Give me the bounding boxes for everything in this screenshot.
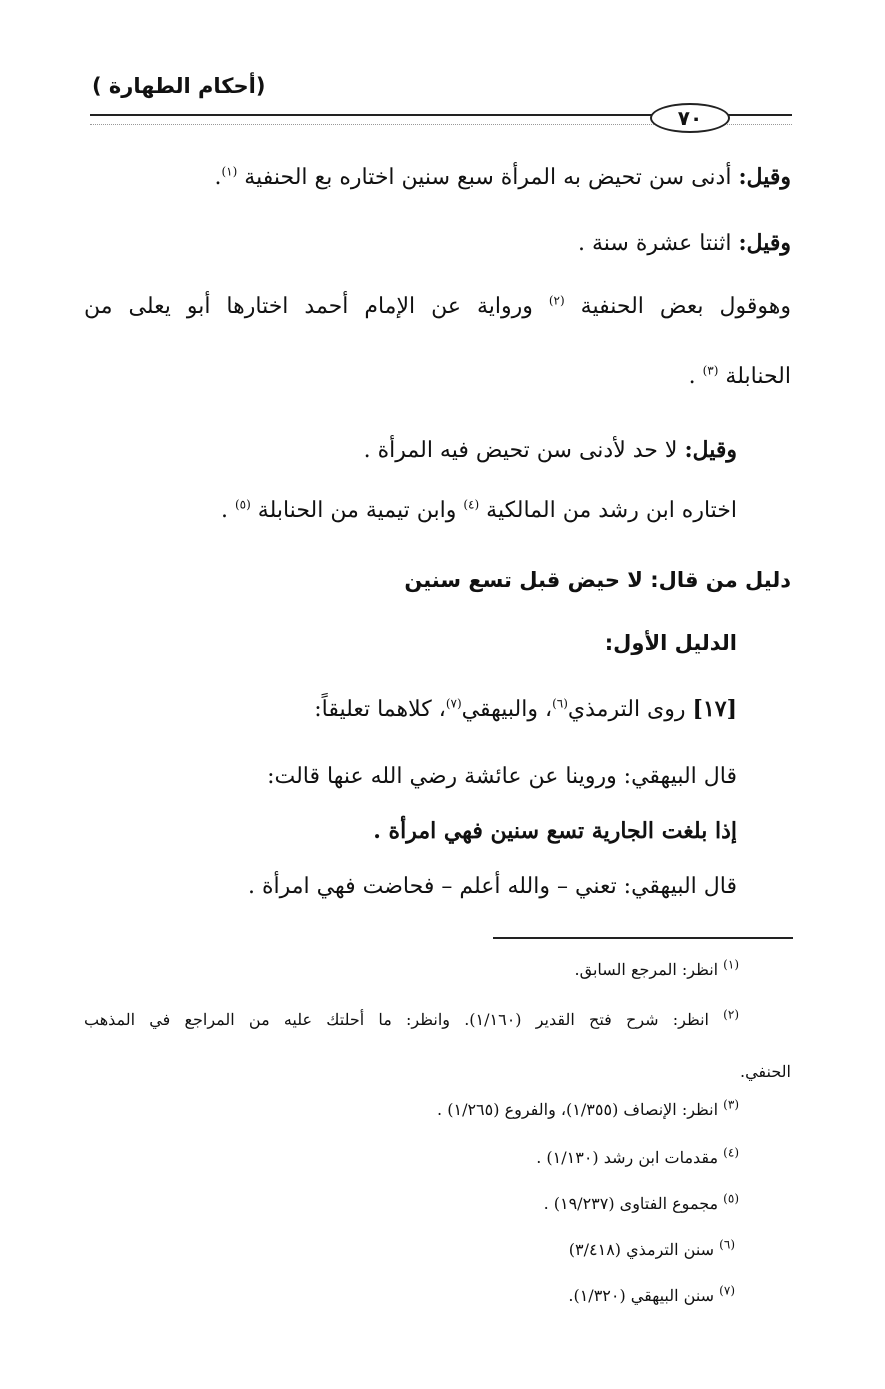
footnote-1: $^{(١)}$ انظر: المرجع السابق. — [574, 957, 739, 979]
body-line-9: [١٧] روى الترمذي$^{(٦)}$، والبيهقي$^{(٧)}$، كلاهما تعليقاً: — [314, 696, 737, 722]
body-line-6: اختاره ابن رشد من المالكية $^{(٤)}$ وابن تيمية من الحنابلة $^{(٥)}$ . — [220, 497, 737, 523]
footnote-ref: (٦) — [552, 696, 568, 711]
body-line-4: الحنابلة $^{(٣)}$ . — [688, 363, 791, 389]
body-line-3: وهوقول بعض الحنفية $^{(٢)}$ ورواية عن الإمام أحمد اختارها أبو يعلى من — [84, 293, 791, 319]
footnote-4: $^{(٤)}$ مقدمات ابن رشد (١/١٣٠) . — [536, 1145, 739, 1167]
body-line-2: وقيل: اثنتا عشرة سنة . — [577, 230, 791, 256]
footnote-ref: (٧) — [445, 696, 462, 711]
footnote-2-continued: الحنفي. — [740, 1062, 791, 1081]
label-qila: وقيل: — [738, 230, 791, 256]
footnote-5: $^{(٥)}$ مجموع الفتاوى (١٩/٢٣٧) . — [543, 1191, 739, 1213]
footnote-3: $^{(٣)}$ انظر: الإنصاف (١/٣٥٥)، والفروع (١/٢٦٥) . — [437, 1097, 739, 1119]
footnote-ref: (١) — [221, 164, 238, 179]
body-line-12: قال البيهقي: تعني – والله أعلم – فحاضت فهي امرأة . — [247, 874, 737, 899]
running-header-title: (أحكام الطهارة ) — [92, 74, 266, 98]
footnote-7: $^{(٧)}$ سنن البيهقي (١/٣٢٠). — [568, 1283, 735, 1305]
footnote-separator — [493, 937, 793, 939]
body-line-1: وقيل: أدنى سن تحيض به المرأة سبع سنين اختاره بع الحنفية $^{(١)}$. — [214, 164, 791, 190]
label-qila: وقيل: — [684, 437, 737, 463]
footnote-2: $^{(٢)}$ انظر: شرح فتح القدير (١/١٦٠). وانظر: ما أحلتك عليه من المراجع في المذهب — [84, 1007, 739, 1029]
section-heading: دليل من قال: لا حيض قبل تسع سنين — [404, 568, 791, 592]
footnote-6: $^{(٦)}$ سنن الترمذي (٣/٤١٨) — [568, 1237, 735, 1259]
footnote-ref: (٢) — [548, 293, 565, 308]
body-line-5: وقيل: لا حد لأدنى سن تحيض فيه المرأة . — [363, 437, 737, 463]
hadith-number: [١٧] — [692, 696, 737, 722]
footnote-ref: (٤) — [463, 497, 480, 512]
subsection-heading: الدليل الأول: — [604, 631, 737, 655]
hadith-text: إذا بلغت الجارية تسع سنين فهي امرأة . — [373, 818, 737, 844]
footnote-ref: (٥) — [234, 497, 251, 512]
label-qila: وقيل: — [738, 164, 791, 190]
body-line-10: قال البيهقي: وروينا عن عائشة رضي الله عنها قالت: — [267, 764, 737, 789]
footnote-ref: (٣) — [702, 363, 719, 378]
page-number-badge: ٧٠ — [650, 103, 730, 133]
